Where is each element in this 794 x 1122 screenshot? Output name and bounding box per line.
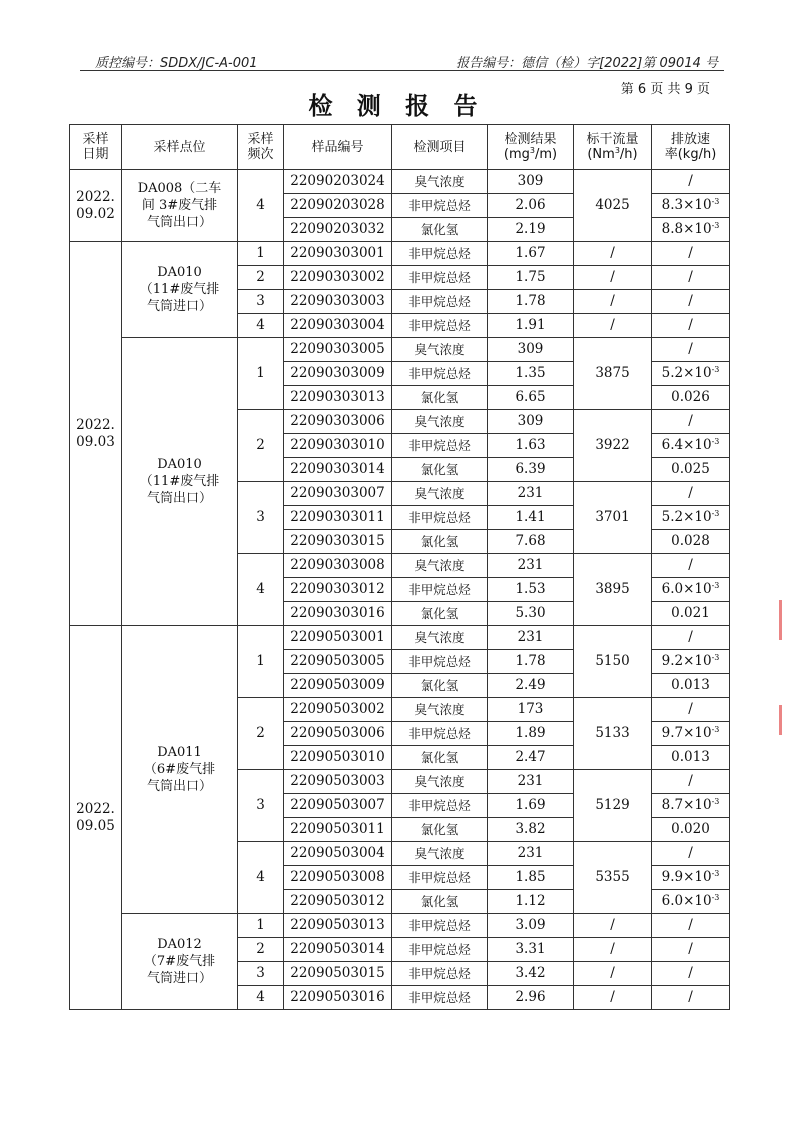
date-cell: 2022. 09.05: [70, 626, 122, 1010]
result-cell: 2.96: [488, 986, 574, 1010]
sample-id-cell: 22090303001: [284, 242, 392, 266]
rate-cell: /: [652, 290, 730, 314]
sample-id-cell: 22090503002: [284, 698, 392, 722]
rate-cell: /: [652, 170, 730, 194]
result-cell: 1.35: [488, 362, 574, 386]
item-cell: 臭气浓度: [392, 338, 488, 362]
flow-cell: 3895: [574, 554, 652, 626]
item-cell: 臭气浓度: [392, 626, 488, 650]
rate-cell: 0.026: [652, 386, 730, 410]
frequency-cell: 3: [238, 770, 284, 842]
result-cell: 3.09: [488, 914, 574, 938]
location-cell: DA010 （11#废气排 气筒出口）: [122, 338, 238, 626]
sample-id-cell: 22090303008: [284, 554, 392, 578]
header-rule: [80, 70, 724, 71]
frequency-cell: 4: [238, 314, 284, 338]
item-cell: 非甲烷总烃: [392, 578, 488, 602]
frequency-cell: 3: [238, 482, 284, 554]
sample-id-cell: 22090303009: [284, 362, 392, 386]
item-cell: 臭气浓度: [392, 170, 488, 194]
frequency-cell: 3: [238, 290, 284, 314]
sample-id-cell: 22090503008: [284, 866, 392, 890]
flow-cell: 5133: [574, 698, 652, 770]
frequency-cell: 3: [238, 962, 284, 986]
sample-id-cell: 22090503009: [284, 674, 392, 698]
item-cell: 非甲烷总烃: [392, 314, 488, 338]
sample-id-cell: 22090303004: [284, 314, 392, 338]
result-cell: 309: [488, 410, 574, 434]
sample-id-cell: 22090503012: [284, 890, 392, 914]
sample-id-cell: 22090503006: [284, 722, 392, 746]
item-cell: 非甲烷总烃: [392, 962, 488, 986]
result-cell: 231: [488, 482, 574, 506]
item-cell: 非甲烷总烃: [392, 194, 488, 218]
result-cell: 1.53: [488, 578, 574, 602]
rate-cell: /: [652, 914, 730, 938]
flow-cell: 3922: [574, 410, 652, 482]
flow-cell: /: [574, 938, 652, 962]
result-cell: 6.65: [488, 386, 574, 410]
item-cell: 臭气浓度: [392, 554, 488, 578]
sample-id-cell: 22090203032: [284, 218, 392, 242]
frequency-cell: 4: [238, 554, 284, 626]
item-cell: 非甲烷总烃: [392, 938, 488, 962]
item-cell: 臭气浓度: [392, 410, 488, 434]
table-body: [70, 170, 730, 1010]
result-cell: 2.49: [488, 674, 574, 698]
sample-id-cell: 22090503010: [284, 746, 392, 770]
item-cell: 非甲烷总烃: [392, 866, 488, 890]
rate-cell: $8.8\times 10^{-3}$: [652, 218, 730, 242]
result-cell: 2.47: [488, 746, 574, 770]
rate-cell: 0.013: [652, 674, 730, 698]
item-cell: 氯化氢: [392, 602, 488, 626]
sample-id-cell: 22090303014: [284, 458, 392, 482]
result-cell: 1.75: [488, 266, 574, 290]
item-cell: 臭气浓度: [392, 482, 488, 506]
result-cell: 231: [488, 770, 574, 794]
result-cell: 3.82: [488, 818, 574, 842]
frequency-cell: 1: [238, 626, 284, 698]
location-cell: DA012 （7#废气排 气筒进口）: [122, 914, 238, 1010]
item-cell: 臭气浓度: [392, 842, 488, 866]
sample-id-cell: 22090503007: [284, 794, 392, 818]
result-cell: 2.06: [488, 194, 574, 218]
sample-id-cell: 22090503003: [284, 770, 392, 794]
sample-id-cell: 22090503014: [284, 938, 392, 962]
frequency-cell: 1: [238, 242, 284, 266]
rate-cell: /: [652, 770, 730, 794]
item-cell: 氯化氢: [392, 218, 488, 242]
result-cell: 1.63: [488, 434, 574, 458]
rate-cell: /: [652, 554, 730, 578]
sample-id-cell: 22090503005: [284, 650, 392, 674]
item-cell: 非甲烷总烃: [392, 434, 488, 458]
result-cell: 1.67: [488, 242, 574, 266]
result-cell: 1.78: [488, 290, 574, 314]
frequency-cell: 2: [238, 266, 284, 290]
sample-id-cell: 22090303015: [284, 530, 392, 554]
flow-cell: /: [574, 914, 652, 938]
rate-cell: /: [652, 266, 730, 290]
flow-cell: 5129: [574, 770, 652, 842]
flow-cell: /: [574, 242, 652, 266]
rate-cell: /: [652, 938, 730, 962]
location-cell: DA010 （11#废气排 气筒进口）: [122, 242, 238, 338]
rate-cell: /: [652, 698, 730, 722]
rate-cell: /: [652, 314, 730, 338]
page-number: 第 6 页 共 9 页: [620, 82, 710, 97]
rate-cell: 0.025: [652, 458, 730, 482]
result-cell: 309: [488, 170, 574, 194]
item-cell: 非甲烷总烃: [392, 290, 488, 314]
qc-number: 质控编号：SDDX/JC-A-001: [95, 56, 258, 71]
item-cell: 氯化氢: [392, 746, 488, 770]
result-cell: 6.39: [488, 458, 574, 482]
sample-id-cell: 22090303012: [284, 578, 392, 602]
col-header-rate: 排放速 率(kg/h): [652, 125, 730, 170]
rate-cell: $9.2\times 10^{-3}$: [652, 650, 730, 674]
sample-id-cell: 22090303003: [284, 290, 392, 314]
flow-cell: /: [574, 314, 652, 338]
item-cell: 臭气浓度: [392, 770, 488, 794]
result-cell: 3.31: [488, 938, 574, 962]
rate-cell: $8.3\times 10^{-3}$: [652, 194, 730, 218]
report-number: 报告编号：德信（检）字[2022]第 09014 号: [456, 56, 718, 71]
item-cell: 非甲烷总烃: [392, 914, 488, 938]
table-header-row: [70, 125, 730, 170]
item-cell: 氯化氢: [392, 890, 488, 914]
results-table: [69, 124, 730, 1010]
frequency-cell: 2: [238, 410, 284, 482]
flow-cell: 5150: [574, 626, 652, 698]
date-cell: 2022. 09.02: [70, 170, 122, 242]
table-row: [70, 338, 730, 362]
item-cell: 臭气浓度: [392, 698, 488, 722]
frequency-cell: 2: [238, 698, 284, 770]
scan-mark: [779, 705, 782, 735]
result-cell: 1.78: [488, 650, 574, 674]
item-cell: 非甲烷总烃: [392, 362, 488, 386]
page-title: 检 测 报 告: [308, 92, 486, 120]
location-cell: DA011 （6#废气排 气筒出口）: [122, 626, 238, 914]
item-cell: 非甲烷总烃: [392, 650, 488, 674]
rate-cell: $5.2\times 10^{-3}$: [652, 362, 730, 386]
result-cell: 231: [488, 842, 574, 866]
item-cell: 氯化氢: [392, 530, 488, 554]
result-cell: 2.19: [488, 218, 574, 242]
frequency-cell: 4: [238, 170, 284, 242]
flow-cell: /: [574, 290, 652, 314]
col-header-item: 检测项目: [392, 125, 488, 170]
sample-id-cell: 22090303013: [284, 386, 392, 410]
rate-cell: /: [652, 338, 730, 362]
item-cell: 非甲烷总烃: [392, 986, 488, 1010]
flow-cell: 4025: [574, 170, 652, 242]
sample-id-cell: 22090503015: [284, 962, 392, 986]
result-cell: 231: [488, 554, 574, 578]
result-cell: 173: [488, 698, 574, 722]
rate-cell: $6.4\times 10^{-3}$: [652, 434, 730, 458]
sample-id-cell: 22090303005: [284, 338, 392, 362]
frequency-cell: 1: [238, 914, 284, 938]
frequency-cell: 1: [238, 338, 284, 410]
rate-cell: /: [652, 626, 730, 650]
rate-cell: /: [652, 242, 730, 266]
table-row: [70, 914, 730, 938]
rate-cell: $9.9\times 10^{-3}$: [652, 866, 730, 890]
flow-cell: /: [574, 986, 652, 1010]
sample-id-cell: 22090303011: [284, 506, 392, 530]
flow-cell: 3701: [574, 482, 652, 554]
result-cell: 1.69: [488, 794, 574, 818]
rate-cell: 0.020: [652, 818, 730, 842]
result-cell: 1.89: [488, 722, 574, 746]
rate-cell: /: [652, 482, 730, 506]
item-cell: 非甲烷总烃: [392, 794, 488, 818]
result-cell: 1.41: [488, 506, 574, 530]
rate-cell: /: [652, 962, 730, 986]
result-cell: 309: [488, 338, 574, 362]
scan-mark: [779, 600, 782, 640]
sample-id-cell: 22090303007: [284, 482, 392, 506]
frequency-cell: 4: [238, 842, 284, 914]
flow-cell: 5355: [574, 842, 652, 914]
sample-id-cell: 22090303002: [284, 266, 392, 290]
result-cell: 1.12: [488, 890, 574, 914]
table-row: [70, 170, 730, 194]
flow-cell: /: [574, 266, 652, 290]
item-cell: 氯化氢: [392, 674, 488, 698]
rate-cell: 0.028: [652, 530, 730, 554]
sample-id-cell: 22090203024: [284, 170, 392, 194]
col-header-flow: 标干流量 (Nm$^3$/h): [574, 125, 652, 170]
frequency-cell: 2: [238, 938, 284, 962]
result-cell: 3.42: [488, 962, 574, 986]
col-header-sample-id: 样品编号: [284, 125, 392, 170]
date-cell: 2022. 09.03: [70, 242, 122, 626]
sample-id-cell: 22090503011: [284, 818, 392, 842]
rate-cell: /: [652, 842, 730, 866]
sample-id-cell: 22090303006: [284, 410, 392, 434]
item-cell: 非甲烷总烃: [392, 506, 488, 530]
sample-id-cell: 22090503013: [284, 914, 392, 938]
table-row: [70, 242, 730, 266]
col-header-date: 采样 日期: [70, 125, 122, 170]
rate-cell: $6.0\times 10^{-3}$: [652, 578, 730, 602]
flow-cell: /: [574, 962, 652, 986]
col-header-location: 采样点位: [122, 125, 238, 170]
rate-cell: 0.021: [652, 602, 730, 626]
col-header-frequency: 采样 频次: [238, 125, 284, 170]
rate-cell: $8.7\times 10^{-3}$: [652, 794, 730, 818]
flow-cell: 3875: [574, 338, 652, 410]
item-cell: 氯化氢: [392, 818, 488, 842]
rate-cell: $6.0\times 10^{-3}$: [652, 890, 730, 914]
col-header-result: 检测结果 $(mg^3/m)$: [488, 125, 574, 170]
rate-cell: /: [652, 410, 730, 434]
location-cell: DA008（二车 间 3#废气排 气筒出口）: [122, 170, 238, 242]
sample-id-cell: 22090303010: [284, 434, 392, 458]
rate-cell: $5.2\times 10^{-3}$: [652, 506, 730, 530]
item-cell: 非甲烷总烃: [392, 266, 488, 290]
result-cell: 1.91: [488, 314, 574, 338]
rate-cell: /: [652, 986, 730, 1010]
item-cell: 非甲烷总烃: [392, 242, 488, 266]
result-cell: 7.68: [488, 530, 574, 554]
item-cell: 非甲烷总烃: [392, 722, 488, 746]
result-cell: 231: [488, 626, 574, 650]
rate-cell: 0.013: [652, 746, 730, 770]
sample-id-cell: 22090503004: [284, 842, 392, 866]
result-cell: 5.30: [488, 602, 574, 626]
item-cell: 氯化氢: [392, 458, 488, 482]
sample-id-cell: 22090203028: [284, 194, 392, 218]
table-row: [70, 626, 730, 650]
sample-id-cell: 22090503001: [284, 626, 392, 650]
sample-id-cell: 22090303016: [284, 602, 392, 626]
rate-cell: $9.7\times 10^{-3}$: [652, 722, 730, 746]
item-cell: 氯化氢: [392, 386, 488, 410]
frequency-cell: 4: [238, 986, 284, 1010]
sample-id-cell: 22090503016: [284, 986, 392, 1010]
result-cell: 1.85: [488, 866, 574, 890]
